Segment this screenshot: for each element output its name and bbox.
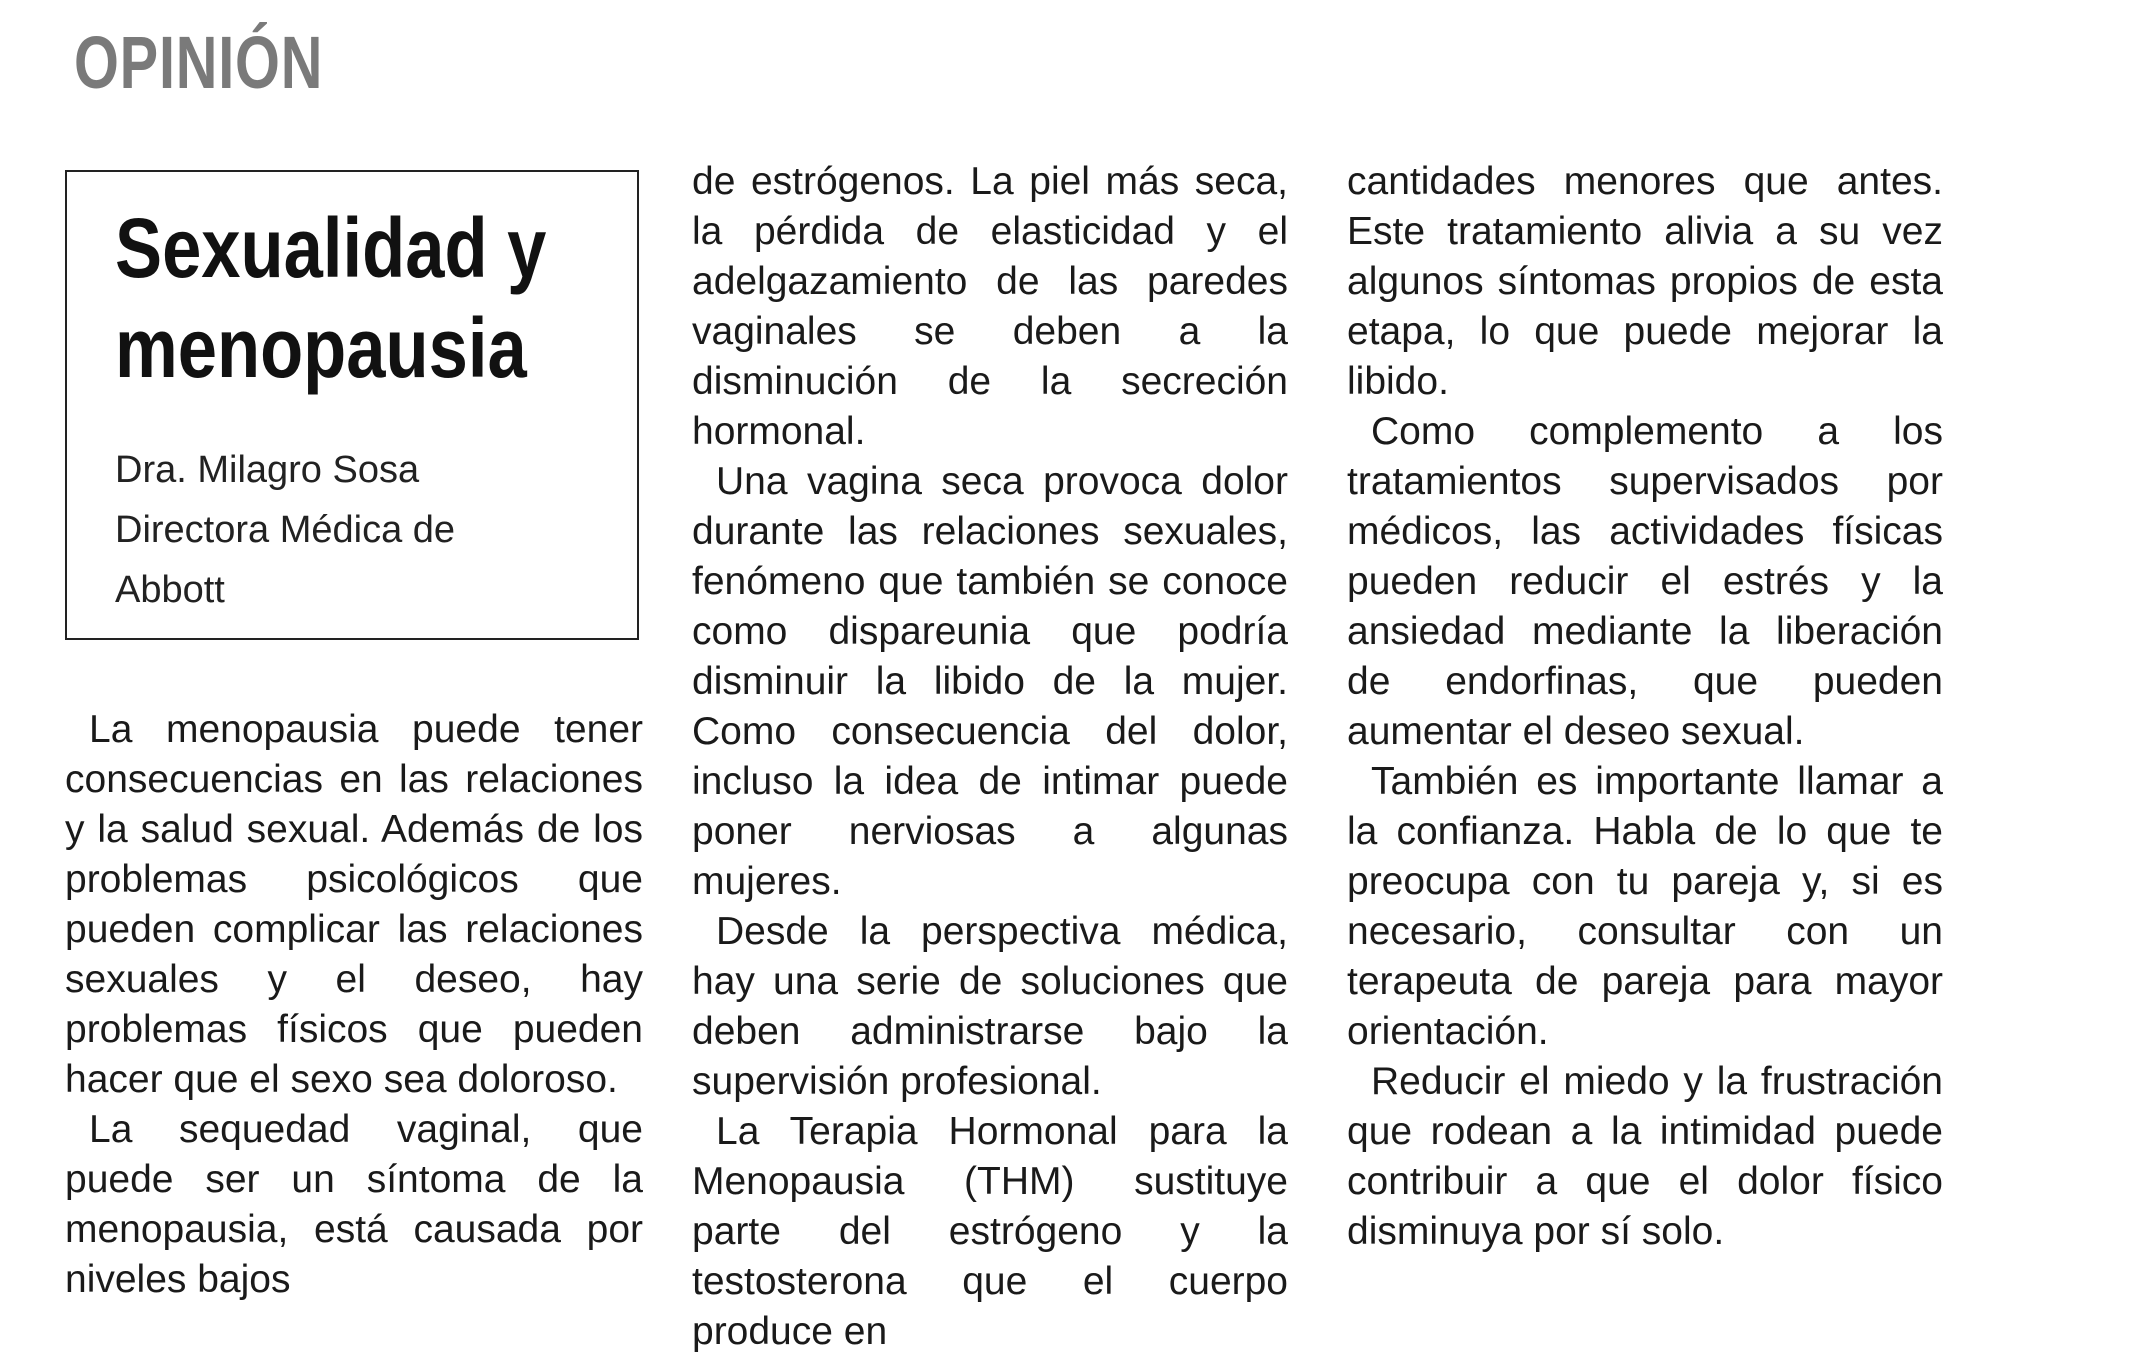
paragraph: La menopausia puede tener consecuencias en las relaciones y la salud sexual. Además de los problemas psicológicos que pueden complicar las relaciones sexuales y el deseo, hay problemas físicos que pueden hacer que el sexo sea doloroso. <box>65 708 643 1101</box>
paragraph: La Terapia Hormonal para la Menopausia (THM) sustituye parte del estrógeno y la testosterona que el cuerpo produce en <box>692 1110 1288 1353</box>
paragraph: También es importante llamar a la confianza. Habla de lo que te preocupa con tu pareja y, si es necesario, consultar con un terapeuta de pareja para mayor orientación. <box>1347 760 1943 1053</box>
article-column-3 <box>1347 157 1943 1257</box>
author-role-line2: Abbott <box>115 569 225 611</box>
paragraph: Desde la perspectiva médica, hay una serie de soluciones que deben administrarse bajo la supervisión profesional. <box>692 910 1288 1103</box>
section-label: OPINIÓN <box>74 21 324 104</box>
byline <box>115 440 637 620</box>
title-box <box>65 170 639 640</box>
paragraph: Como complemento a los tratamientos supervisados por médicos, las actividades físicas pueden reducir el estrés y la ansiedad mediante la liberación de endorfinas, que pueden aumentar el deseo sexual. <box>1347 410 1943 753</box>
paragraph-continued: de estrógenos. La piel más seca, la pérdida de elasticidad y el adelgazamiento de las paredes vaginales se deben a la disminución de la secreción hormonal. <box>692 160 1288 453</box>
paragraph: Reducir el miedo y la frustración que rodean a la intimidad puede contribuir a que el dolor físico disminuya por sí solo. <box>1347 1060 1943 1253</box>
author-role-line1: Directora Médica de <box>115 509 456 551</box>
article-column-1 <box>65 705 643 1305</box>
paragraph-continued: cantidades menores que antes. Este tratamiento alivia a su vez algunos síntomas propios de esta etapa, lo que puede mejorar la libido. <box>1347 160 1943 403</box>
author-name: Dra. Milagro Sosa <box>115 449 420 491</box>
paragraph: La sequedad vaginal, que puede ser un síntoma de la menopausia, está causada por niveles bajos <box>65 1108 643 1301</box>
article-column-2 <box>692 157 1288 1357</box>
headline: Sexualidad y menopausia <box>115 201 547 395</box>
paragraph: Una vagina seca provoca dolor durante las relaciones sexuales, fenómeno que también se conoce como dispareunia que podría disminuir la libido de la mujer. Como consecuencia del dolor, incluso la idea de intimar puede poner nerviosas a algunas mujeres. <box>692 460 1288 903</box>
